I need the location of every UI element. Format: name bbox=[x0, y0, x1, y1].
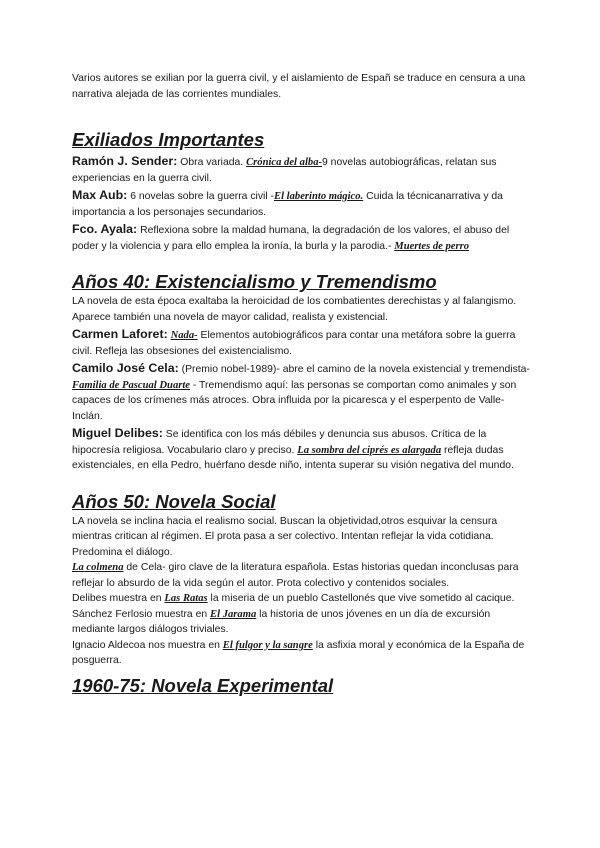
entry-text: Elementos autobiográficos para contar una metáfora sobre la guerra civil. Refleja las obsesiones del existencialismo. bbox=[72, 330, 516, 357]
author-name: Camilo José Cela: bbox=[72, 361, 179, 375]
intro-paragraph: Varios autores se exilian por la guerra civil, y el aislamiento de Españ se traduce en censura a una narrativa alejada de las corrientes mundiales. bbox=[72, 73, 526, 100]
work-title: Nada- bbox=[170, 330, 198, 341]
entry-ayala bbox=[72, 222, 532, 254]
heading-experimental: 1960-75: Novela Experimental bbox=[72, 674, 334, 696]
author-name: Miguel Delibes: bbox=[72, 426, 163, 440]
work-title: La sombra del ciprés es alargada bbox=[297, 444, 442, 456]
entry-delibes bbox=[72, 426, 532, 474]
entry-fulgor bbox=[72, 638, 532, 669]
entry-text: Delibes muestra en bbox=[72, 593, 165, 604]
section-intro: LA novela se inclina hacia el realismo social. Buscan la objetividad,otros esquivar la censura mientras critican al régimen. El prota pasa a ser colectivo. Intentan reflejar la vida cotidiana. Predomina el diálogo. bbox=[72, 515, 498, 558]
section-intro: LA novela de esta época exaltaba la heroicidad de los combatientes derechistas y al falangismo. Aparece también una novela de mayor calidad, realista y existencial. bbox=[72, 296, 517, 323]
entry-text: Cuida la técnicanarrativa y da importancia a los personajes secundarios. bbox=[72, 191, 503, 218]
work-title: El Jarama bbox=[210, 608, 257, 620]
entry-text: Obra variada. bbox=[177, 157, 247, 168]
author-name: Ramón J. Sender: bbox=[72, 154, 178, 168]
entry-text: refleja dudas existenciales, en ella Pedro, huérfano desde niño, intenta superar su visión negativa del mundo. bbox=[72, 444, 514, 471]
work-title: La colmena bbox=[72, 562, 124, 573]
work-title: El laberinto mágico. bbox=[274, 191, 364, 202]
entry-text: Reflexiona sobre la maldad humana, la degradación de los valores, el abuso del poder y la violencia y para ello emplea la ironía, la burla y la parodia.- bbox=[72, 225, 510, 252]
entry-ratas bbox=[72, 591, 532, 607]
work-title: El fulgor y la sangre bbox=[222, 639, 313, 651]
document-content bbox=[72, 71, 532, 698]
work-title: Crónica del alba- bbox=[246, 157, 323, 168]
entry-text: Se identifica con los más débiles y denuncia sus abusos. Crítica de la hipocresía religiosa. Vocabulario claro y preciso. bbox=[72, 429, 487, 456]
entry-colmena bbox=[72, 560, 532, 591]
entry-text: Ignacio Aldecoa nos muestra en bbox=[72, 639, 223, 651]
entry-text: de Cela- giro clave de la literatura española. Estas historias quedan inconclusas para reflejar lo absurdo de la vida según el autor. Prota colectivo y contenidos sociales. bbox=[72, 562, 519, 589]
entry-sender bbox=[72, 154, 532, 186]
entry-text: - Tremendismo aquí: las personas se comportan como animales y son capaces de los crímenes más atroces. Obra influida por la picaresca y el esperpento de Valle-Inclán. bbox=[72, 379, 517, 422]
heading-anos-40: Años 40: Existencialismo y Tremendismo bbox=[72, 271, 437, 292]
author-name: Max Aub: bbox=[72, 188, 128, 202]
entry-laforet bbox=[72, 327, 532, 359]
entry-aub bbox=[72, 188, 532, 220]
author-name: Fco. Ayala: bbox=[72, 222, 138, 236]
entry-text: la miseria de un pueblo Castellonés que vive sometido al cacique. bbox=[207, 593, 515, 604]
entry-text: 9 novelas autobiográficas, relatan sus experiencias en la guerra civil. bbox=[72, 157, 497, 184]
entry-text: 6 novelas sobre la guerra civil - bbox=[127, 191, 275, 202]
author-name: Carmen Laforet: bbox=[72, 327, 168, 341]
work-title: Familia de Pascual Duarte bbox=[72, 379, 191, 391]
entry-text: la historia de unos jóvenes en un día de excursión mediante largos diálogos triviales. bbox=[72, 608, 491, 635]
entry-text: Sánchez Ferlosio muestra en bbox=[72, 608, 211, 620]
entry-text: (Premio nobel-1989)- abre el camino de la novela existencial y tremendista- bbox=[178, 364, 530, 375]
work-title: Las Ratas bbox=[164, 593, 208, 604]
heading-exiliados: Exiliados Importantes bbox=[72, 129, 265, 150]
work-title: Muertes de perro bbox=[394, 240, 470, 252]
entry-jarama bbox=[72, 607, 532, 638]
entry-text: la asfixia moral y económica de la España de posguerra. bbox=[72, 639, 525, 666]
entry-cela bbox=[72, 361, 532, 424]
heading-anos-50: Años 50: Novela Social bbox=[72, 490, 276, 512]
